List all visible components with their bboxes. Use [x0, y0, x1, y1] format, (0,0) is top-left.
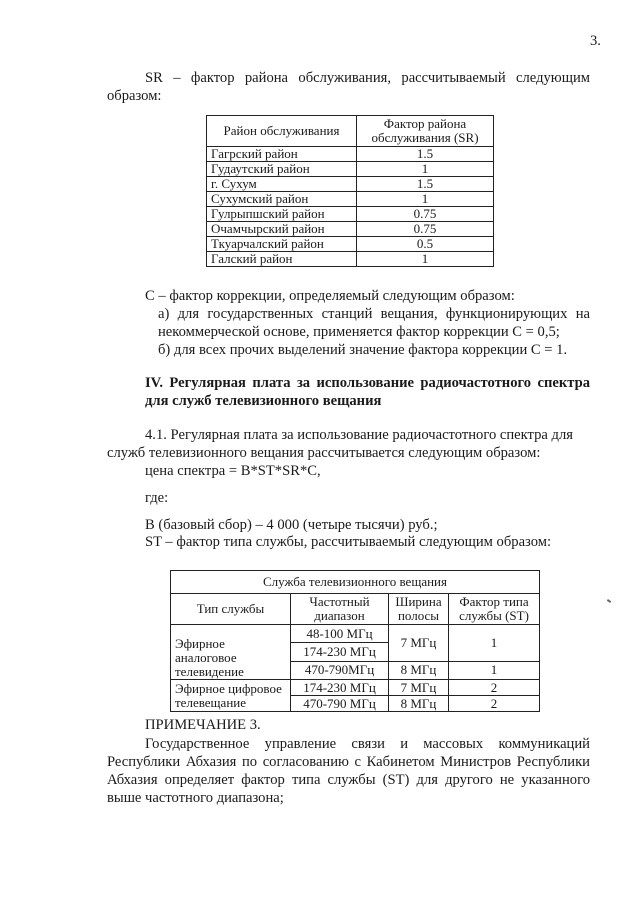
- district-cell: Гулрыпшский район: [207, 207, 357, 222]
- note-line1: Государственное управление связи и массовых коммуникаций: [145, 736, 590, 752]
- frequency-range-cell: 48-100 МГц: [291, 625, 389, 643]
- service-type-cell: Эфирное аналоговое телевидение: [171, 625, 291, 680]
- st-factor-cell: 2: [449, 696, 540, 712]
- table-caption: Служба телевизионного вещания: [171, 571, 540, 594]
- sr-value-cell: 0.5: [357, 237, 494, 252]
- service-area-factor-table: [206, 115, 494, 267]
- table-row: [207, 222, 494, 237]
- bandwidth-cell: 8 МГц: [389, 696, 449, 712]
- st-factor-cell: 2: [449, 680, 540, 696]
- note-title: ПРИМЕЧАНИЕ 3.: [145, 717, 261, 733]
- paragraph-4-1-line1: 4.1. Регулярная плата за использование радиочастотного спектра для: [145, 427, 573, 443]
- section-heading-line1: IV. Регулярная плата за использование радиочастотного спектра: [145, 375, 590, 391]
- formula: цена спектра = B*ST*SR*C,: [145, 463, 321, 479]
- table-row: [207, 147, 494, 162]
- base-fee: В (базовый сбор) – 4 000 (четыре тысячи) руб.;: [145, 517, 438, 533]
- table-row: [207, 192, 494, 207]
- table-row: [207, 252, 494, 267]
- sr-intro-line2: образом:: [107, 88, 162, 104]
- sr-value-cell: 1: [357, 252, 494, 267]
- frequency-range-cell: 470-790МГц: [291, 661, 389, 679]
- sr-value-cell: 0.75: [357, 222, 494, 237]
- table-caption-row: [171, 571, 540, 594]
- frequency-range-cell: 470-790 МГц: [291, 696, 389, 712]
- table-row: [207, 237, 494, 252]
- header-bandwidth: Ширина полосы: [389, 594, 449, 625]
- bandwidth-cell: 8 МГц: [389, 661, 449, 679]
- header-sr-factor: Фактор района обслуживания (SR): [357, 116, 494, 147]
- table-row: [171, 625, 540, 643]
- sr-intro-line1: SR – фактор района обслуживания, рассчитываемый следующим: [145, 70, 590, 86]
- table-header-row: [207, 116, 494, 147]
- district-cell: Сухумский район: [207, 192, 357, 207]
- service-type-cell: Эфирное цифровое телевещание: [171, 680, 291, 712]
- correction-a-line1: а) для государственных станций вещания, функционирующих на: [158, 306, 590, 322]
- correction-a-line2: некоммерческой основе, применяется фактор коррекции С = 0,5;: [158, 324, 560, 340]
- st-intro: ST – фактор типа службы, рассчитываемый следующим образом:: [145, 534, 552, 550]
- district-cell: Галский район: [207, 252, 357, 267]
- table-row: [207, 162, 494, 177]
- sr-value-cell: 1: [357, 162, 494, 177]
- section-heading-line2: для служб телевизионного вещания: [145, 393, 382, 409]
- district-cell: Гудаутский район: [207, 162, 357, 177]
- table-header-row: [171, 594, 540, 625]
- page-number: 3.: [590, 33, 601, 49]
- st-factor-cell: 1: [449, 625, 540, 662]
- where-label: где:: [145, 490, 169, 506]
- header-frequency-range: Частотный диапазон: [291, 594, 389, 625]
- frequency-range-cell: 174-230 МГц: [291, 680, 389, 696]
- correction-b: б) для всех прочих выделений значение фактора коррекции С = 1.: [158, 342, 568, 358]
- header-service-type: Тип службы: [171, 594, 291, 625]
- bandwidth-cell: 7 МГц: [389, 680, 449, 696]
- sr-value-cell: 1: [357, 192, 494, 207]
- district-cell: Гагрский район: [207, 147, 357, 162]
- bandwidth-cell: 7 МГц: [389, 625, 449, 662]
- district-cell: г. Сухум: [207, 177, 357, 192]
- sr-value-cell: 0.75: [357, 207, 494, 222]
- header-st-factor: Фактор типа службы (ST): [449, 594, 540, 625]
- paragraph-4-1-line2: служб телевизионного вещания рассчитывается следующим образом:: [107, 445, 541, 461]
- scan-mark: [607, 599, 611, 603]
- sr-value-cell: 1.5: [357, 147, 494, 162]
- st-factor-cell: 1: [449, 661, 540, 679]
- note-line3: Абхазия определяет фактор типа службы (ST) для другого не указанного: [107, 772, 590, 788]
- note-line4: выше частотного диапазона;: [107, 790, 284, 806]
- service-type-factor-table: [170, 570, 540, 712]
- district-cell: Ткуарчалский район: [207, 237, 357, 252]
- table-row: [171, 680, 540, 696]
- table-row: [207, 177, 494, 192]
- note-line2: Республики Абхазия по согласованию с Кабинетом Министров Республики: [107, 754, 590, 770]
- frequency-range-cell: 174-230 МГц: [291, 643, 389, 661]
- district-cell: Очамчырский район: [207, 222, 357, 237]
- table-row: [207, 207, 494, 222]
- sr-value-cell: 1.5: [357, 177, 494, 192]
- correction-intro: С – фактор коррекции, определяемый следующим образом:: [145, 288, 515, 304]
- header-district: Район обслуживания: [207, 116, 357, 147]
